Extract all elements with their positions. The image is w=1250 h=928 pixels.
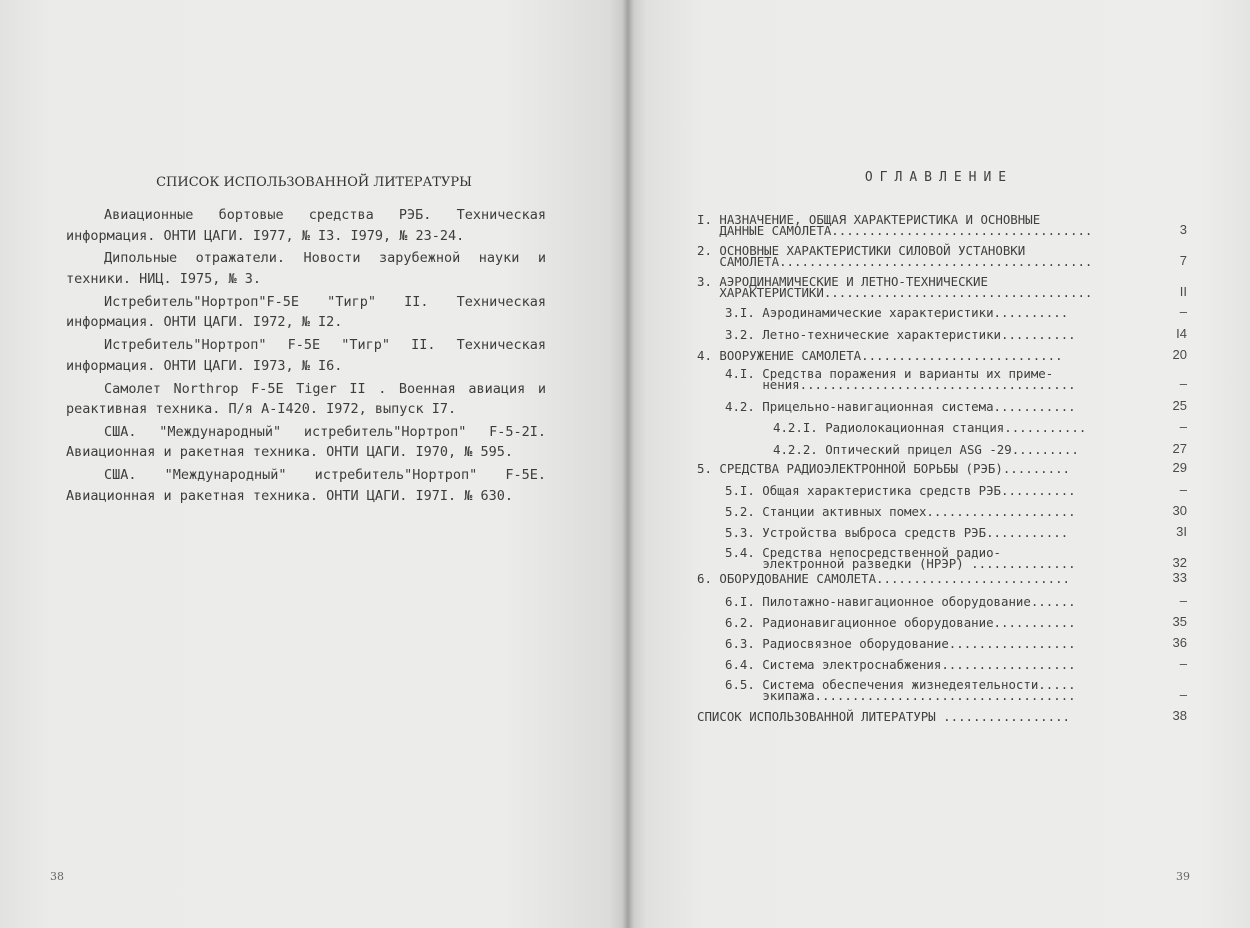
toc-entry: [697, 276, 1197, 298]
toc-entry-title: 5.4. Средства непосредственной радио- электронной разведки (НРЭР) ..............: [725, 545, 1076, 571]
toc-entry: [697, 348, 1197, 361]
toc-entry: [697, 399, 1197, 412]
toc-entry: [697, 504, 1197, 517]
toc-entry-page: 33: [1172, 570, 1187, 585]
toc-entry: [697, 305, 1197, 318]
toc-entry-page: 3: [1179, 222, 1187, 237]
toc-entry-title: 3.I. Аэродинамические характеристики..........: [725, 305, 1069, 320]
toc-entry-page: 35: [1172, 614, 1187, 629]
toc-entry-page: 20: [1172, 347, 1187, 362]
toc-entry-page: 27: [1172, 441, 1187, 456]
toc-entry-title: 6.5. Система обеспечения жизнедеятельности..... экипажа...................................: [725, 677, 1076, 703]
toc-entry: [697, 657, 1197, 670]
toc-entry-title: 6.2. Радионавигационное оборудование...........: [725, 615, 1076, 630]
toc-entry: [697, 571, 1197, 584]
toc-entry: [697, 594, 1197, 607]
toc-entry-page: –: [1179, 419, 1187, 434]
book-spine: [622, 0, 634, 928]
toc-entry: [697, 327, 1197, 340]
toc-entry: [697, 368, 1197, 390]
toc-entry: [697, 547, 1197, 569]
toc-entry-page: 25: [1172, 398, 1187, 413]
toc-entry-title: 2. ОСНОВНЫЕ ХАРАКТЕРИСТИКИ СИЛОВОЙ УСТАНОВКИ САМОЛЕТА..........................................: [697, 243, 1093, 269]
toc-entry-page: 32: [1172, 555, 1187, 570]
bibliography-entry: Дипольные отражатели. Новости зарубежной науки и техники. НИЦ. I975, № 3.: [66, 250, 546, 287]
bibliography-entry: США. "Международный" истребитель"Нортроп" F-5E. Авиационная и ракетная техника. ОНТИ ЦАГИ. I97I. № 630.: [66, 467, 546, 504]
toc-entry-title: СПИСОК ИСПОЛЬЗОВАННОЙ ЛИТЕРАТУРЫ .................: [697, 709, 1070, 724]
toc-entry-title: 3. АЭРОДИНАМИЧЕСКИЕ И ЛЕТНО-ТЕХНИЧЕСКИЕ ХАРАКТЕРИСТИКИ....................................: [697, 274, 1093, 300]
toc-entry-page: –: [1179, 687, 1187, 702]
right-page: [628, 0, 1250, 928]
bibliography-list: [66, 205, 546, 509]
toc-entry-page: –: [1179, 593, 1187, 608]
bibliography-entry: Истребитель"Нортроп"F-5E "Тигр" II. Техническая информация. ОНТИ ЦАГИ. I972, № I2.: [66, 293, 546, 331]
toc-entry-title: 6.I. Пилотажно-навигационное оборудование......: [725, 594, 1076, 609]
toc-entry-page: –: [1179, 656, 1187, 671]
toc-title: ОГЛАВЛЕНИЕ: [864, 170, 1014, 185]
toc-entry-page: 36: [1172, 635, 1187, 650]
toc-entry-page: –: [1179, 304, 1187, 319]
toc-entry: [697, 483, 1197, 496]
bibliography-entry: Самолет Northrop F-5E Tiger II . Военная авиация и реактивная техника. П/я A-I420. I972, выпуск I7.: [66, 380, 546, 418]
toc-entry: [697, 615, 1197, 628]
toc-entry: [697, 525, 1197, 538]
toc-entry-page: –: [1179, 482, 1187, 497]
toc-entry: [697, 679, 1197, 701]
toc-entry: [697, 709, 1197, 722]
toc-entry-page: 29: [1172, 460, 1187, 475]
toc-entry-title: 4. ВООРУЖЕНИЕ САМОЛЕТА...........................: [697, 348, 1063, 363]
toc-entry-title: 6.4. Система электроснабжения..................: [725, 657, 1076, 672]
toc-entry: [697, 461, 1197, 474]
left-page-number: 38: [50, 870, 64, 883]
toc-entry: [697, 245, 1197, 267]
toc-entry: [697, 636, 1197, 649]
toc-entry-title: 6.3. Радиосвязное оборудование.................: [725, 636, 1076, 651]
toc-entry: [697, 214, 1197, 236]
toc-entry-title: 3.2. Летно-технические характеристики..........: [725, 327, 1076, 342]
toc-entry-title: 4.I. Средства поражения и варианты их приме- нения.....................................: [725, 366, 1076, 392]
toc-entry-page: –: [1179, 376, 1187, 391]
toc-entry: [697, 442, 1197, 455]
toc-entry-title: 5.2. Станции активных помех....................: [725, 504, 1076, 519]
toc-entry-page: 30: [1172, 503, 1187, 518]
bibliography-entry: США. "Международный" истребитель"Нортроп" F-5-2I. Авиационная и ракетная техника. ОНТИ ЦАГИ. I970, № 595.: [66, 423, 546, 461]
toc-entry-title: 4.2.2. Оптический прицел ASG -29.........: [773, 442, 1079, 457]
toc-entry-page: II: [1179, 284, 1187, 299]
toc-entry-title: 5.I. Общая характеристика средств РЭБ..........: [725, 483, 1076, 498]
bibliography-entry: Истребитель"Нортроп" F-5E "Тигр" II. Техническая информация. ОНТИ ЦАГИ. I973, № I6.: [66, 337, 546, 374]
toc-entry-page: 38: [1172, 708, 1187, 723]
toc-entry: [697, 420, 1197, 433]
table-of-contents: [697, 206, 1197, 722]
right-page-number: 39: [1176, 870, 1190, 883]
toc-entry-title: 6. ОБОРУДОВАНИЕ САМОЛЕТА..........................: [697, 571, 1070, 586]
toc-entry-title: 5.3. Устройства выброса средств РЭБ...........: [725, 525, 1069, 540]
toc-entry-page: 7: [1179, 253, 1187, 268]
bibliography-title: СПИСОК ИСПОЛЬЗОВАННОЙ ЛИТЕРАТУРЫ: [156, 175, 472, 190]
toc-entry-title: I. НАЗНАЧЕНИЕ, ОБЩАЯ ХАРАКТЕРИСТИКА И ОСНОВНЫЕ ДАННЫЕ САМОЛЕТА...................................: [697, 212, 1093, 238]
toc-entry-page: I4: [1176, 326, 1187, 341]
toc-entry-title: 5. СРЕДСТВА РАДИОЭЛЕКТРОННОЙ БОРЬБЫ (РЭБ).........: [697, 461, 1070, 476]
toc-entry-page: 3I: [1176, 524, 1187, 539]
toc-entry-title: 4.2.I. Радиолокационная станция...........: [773, 420, 1087, 435]
toc-entry-title: 4.2. Прицельно-навигационная система...........: [725, 399, 1076, 414]
bibliography-entry: Авиационные бортовые средства РЭБ. Техническая информация. ОНТИ ЦАГИ. I977, № I3. I979, № 23-24.: [66, 207, 546, 244]
